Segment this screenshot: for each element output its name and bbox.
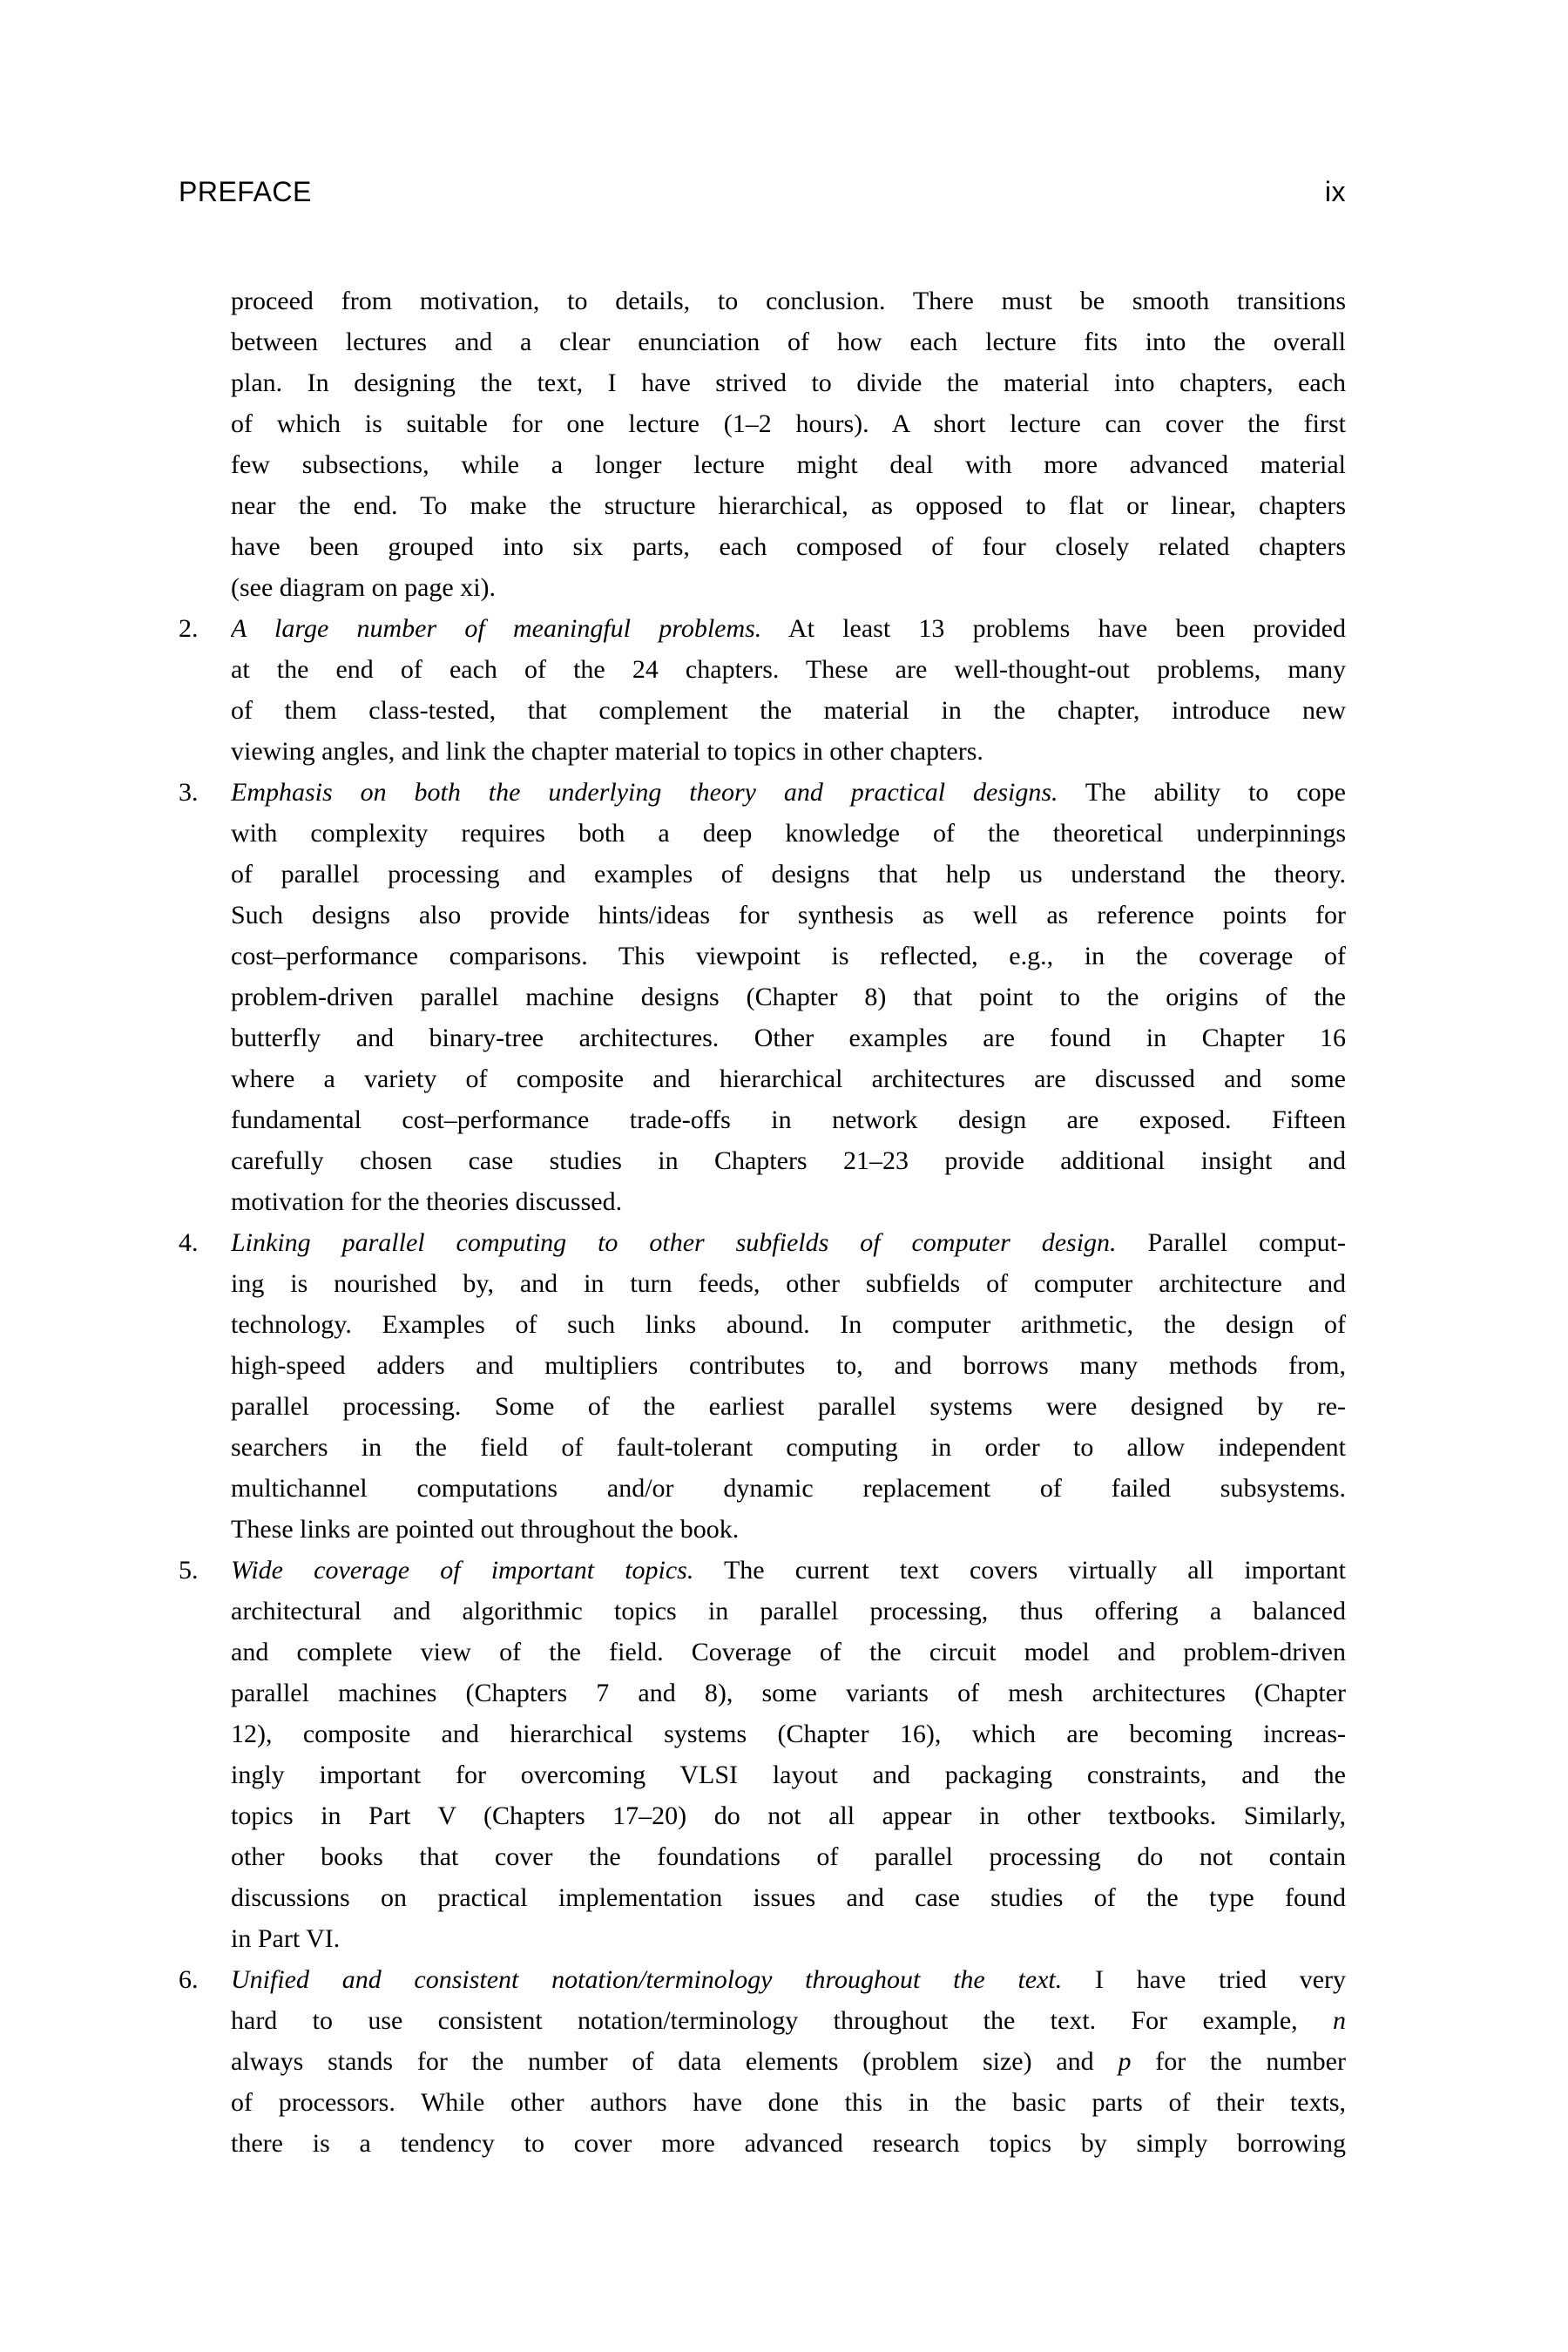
text-line: where a variety of composite and hierarchical architectures are discussed and some — [231, 1064, 1346, 1093]
text-line: proceed from motivation, to details, to conclusion. There must be smooth transitions — [231, 287, 1346, 315]
text-line: technology. Examples of such links abound. In computer arithmetic, the design of — [231, 1310, 1346, 1339]
text-line: fundamental cost–performance trade-offs in network design are exposed. Fifteen — [231, 1105, 1346, 1134]
text-line: of parallel processing and examples of designs that help us understand the theory. — [231, 860, 1346, 889]
text-line: near the end. To make the structure hierarchical, as opposed to flat or linear, chapters — [231, 491, 1346, 520]
text-line: with complexity requires both a deep knowledge of the theoretical underpinnings — [231, 819, 1346, 848]
text-line: (see diagram on page xi). — [231, 573, 497, 602]
text-line: viewing angles, and link the chapter material to topics in other chapters. — [231, 737, 983, 766]
text-line: motivation for the theories discussed. — [231, 1187, 623, 1216]
item-number: 3. — [179, 778, 199, 807]
text-line: plan. In designing the text, I have strived to divide the material into chapters, each — [231, 368, 1346, 397]
text-line: hard to use consistent notation/terminology throughout the text. For example, n — [231, 2006, 1346, 2035]
text-line: searchers in the field of fault-tolerant computing in order to allow independent — [231, 1433, 1346, 1462]
item-text — [231, 1959, 1346, 2164]
text-line: parallel machines (Chapters 7 and 8), some variants of mesh architectures (Chapter — [231, 1679, 1346, 1707]
text-line: problem-driven parallel machine designs (Chapter 8) that point to the origins of the — [231, 983, 1346, 1011]
text-line: ingly important for overcoming VLSI layout and packaging constraints, and the — [231, 1761, 1346, 1789]
text-line: between lectures and a clear enunciation of how each lecture fits into the overall — [231, 328, 1346, 356]
text-line: few subsections, while a longer lecture might deal with more advanced material — [231, 450, 1346, 479]
text-line: Unified and consistent notation/terminology throughout the text. I have tried very — [231, 1965, 1346, 1994]
header-title: PREFACE — [179, 176, 312, 207]
item-text — [231, 608, 1346, 772]
item-text — [231, 772, 1346, 1222]
text-line: parallel processing. Some of the earliest parallel systems were designed by re- — [231, 1392, 1346, 1421]
text-line: architectural and algorithmic topics in parallel processing, thus offering a balanced — [231, 1597, 1346, 1625]
item-number: 2. — [179, 614, 199, 643]
list-item — [179, 608, 1346, 772]
text-line: of processors. While other authors have done this in the basic parts of their texts, — [231, 2088, 1346, 2117]
text-line: carefully chosen case studies in Chapters 21–23 provide additional insight and — [231, 1146, 1346, 1175]
list-item — [179, 1222, 1346, 1550]
list-item — [179, 772, 1346, 1222]
preface-list — [179, 280, 1346, 2164]
text-line: high-speed adders and multipliers contributes to, and borrows many methods from, — [231, 1351, 1346, 1380]
text-line: there is a tendency to cover more advanced research topics by simply borrowing — [231, 2129, 1346, 2158]
text-line: multichannel computations and/or dynamic replacement of failed subsystems. — [231, 1474, 1346, 1503]
text-line: always stands for the number of data elements (problem size) and p for the number — [231, 2047, 1346, 2076]
text-line: Such designs also provide hints/ideas for synthesis as well as reference points for — [231, 901, 1346, 929]
item-number: 4. — [179, 1228, 199, 1257]
text-line: of them class-tested, that complement the material in the chapter, introduce new — [231, 696, 1346, 725]
text-line: Linking parallel computing to other subfields of computer design. Parallel comput- — [231, 1228, 1346, 1257]
text-line: topics in Part V (Chapters 17–20) do not all appear in other textbooks. Similarly, — [231, 1801, 1346, 1830]
text-line: have been grouped into six parts, each composed of four closely related chapters — [231, 532, 1346, 561]
list-item — [179, 1550, 1346, 1959]
text-line: A large number of meaningful problems. At least 13 problems have been provided — [231, 614, 1346, 643]
text-line: discussions on practical implementation issues and case studies of the type found — [231, 1883, 1346, 1912]
text-line: other books that cover the foundations of parallel processing do not contain — [231, 1842, 1346, 1871]
list-item — [179, 280, 1346, 608]
page-number: ix — [1324, 176, 1346, 207]
text-line: These links are pointed out throughout the book. — [231, 1515, 740, 1544]
list-item — [179, 1959, 1346, 2164]
text-line: and complete view of the field. Coverage of the circuit model and problem-driven — [231, 1638, 1346, 1666]
text-line: cost–performance comparisons. This viewpoint is reflected, e.g., in the coverage of — [231, 942, 1346, 970]
item-text — [231, 1222, 1346, 1550]
item-number: 5. — [179, 1556, 199, 1585]
running-header — [179, 174, 1346, 209]
text-line: in Part VI. — [231, 1924, 341, 1953]
text-line: ing is nourished by, and in turn feeds, other subfields of computer architecture and — [231, 1269, 1346, 1298]
item-text — [231, 1550, 1346, 1959]
item-number: 6. — [179, 1965, 199, 1994]
text-line: 12), composite and hierarchical systems (Chapter 16), which are becoming increas- — [231, 1720, 1346, 1748]
text-line: butterfly and binary-tree architectures. Other examples are found in Chapter 16 — [231, 1024, 1346, 1052]
text-line: Wide coverage of important topics. The current text covers virtually all important — [231, 1556, 1346, 1585]
item-text — [231, 280, 1346, 608]
text-line: Emphasis on both the underlying theory and practical designs. The ability to cope — [231, 778, 1346, 807]
text-line: at the end of each of the 24 chapters. These are well-thought-out problems, many — [231, 655, 1346, 684]
text-line: of which is suitable for one lecture (1–2 hours). A short lecture can cover the first — [231, 409, 1346, 438]
